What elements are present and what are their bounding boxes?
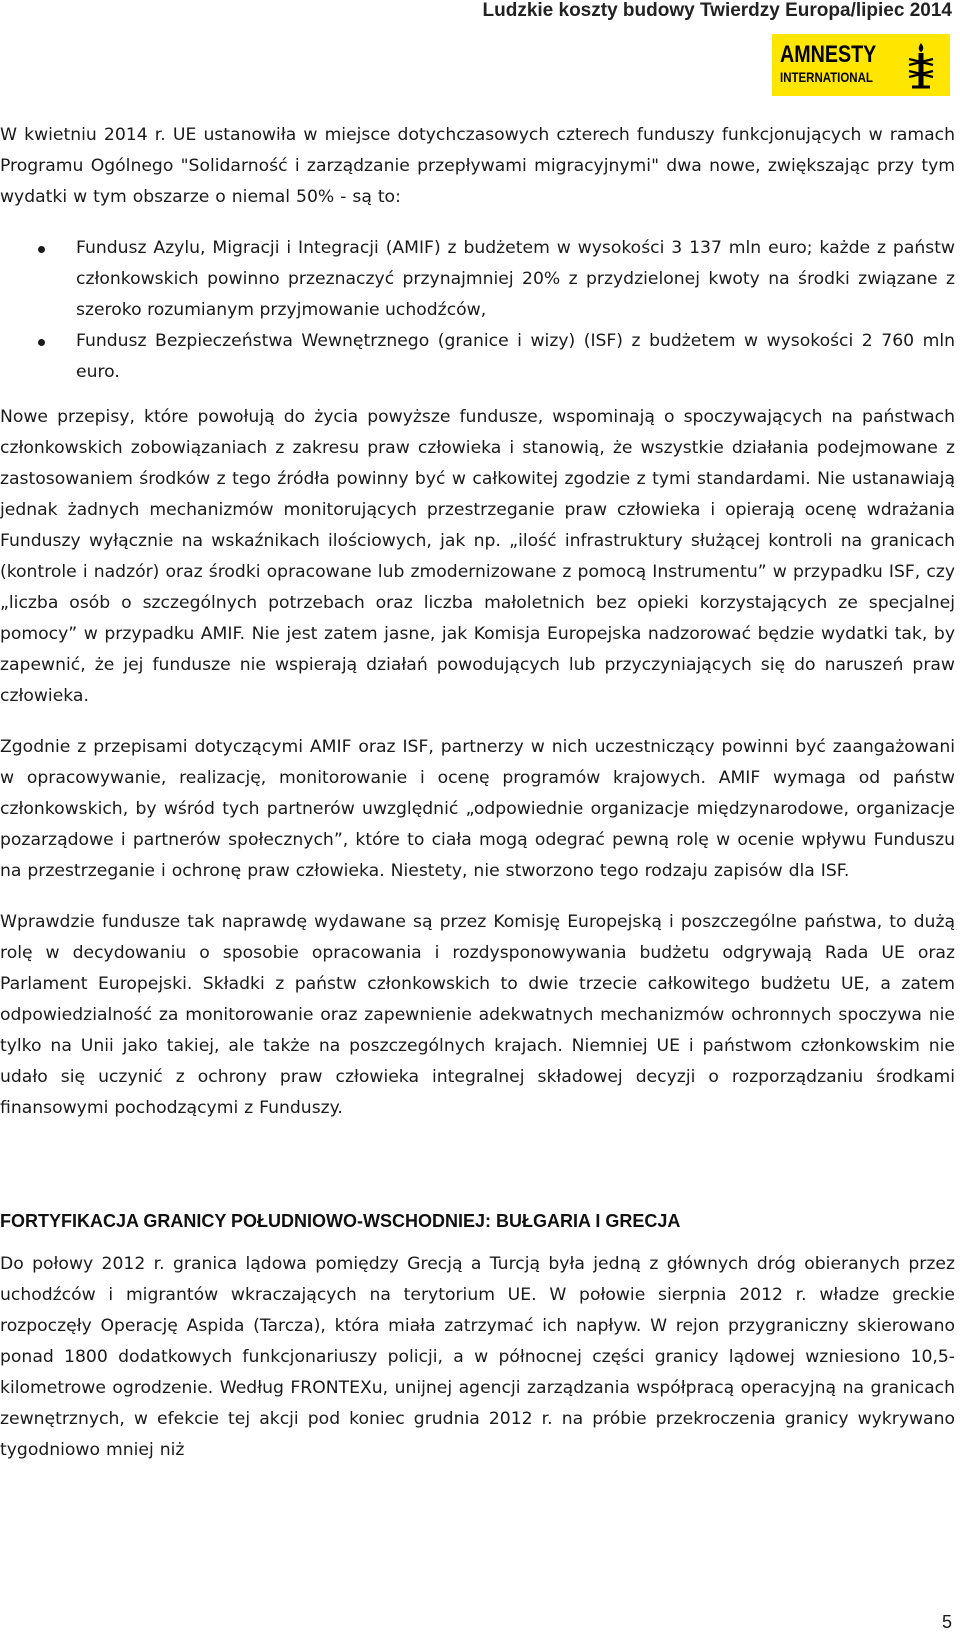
list-item: [0, 326, 955, 388]
paragraph-greek-border: Do połowy 2012 r. granica lądowa pomiędzy Grecją a Turcją była jedną z głównych dróg obieranych przez uchodźców i migrantów wkraczających na terytorium UE. W połowie sierpnia 2012 r. władze greckie rozpoczęły Operację Aspida (Tarcza), która miała zatrzymać ich napływ. W rejon przygraniczny skierowano ponad 1800 dodatkowych funkcjonariuszy policji, a w północnej części granicy lądowej wzniesiono 10,5-kilometrowe ogrodzenie. Według FRONTEXu, unijnej agencji zarządzania współpracą operacyjną na granicach zewnętrznych, w efekcie tej akcji pod koniec grudnia 2012 r. na próbie przekroczenia granicy wykrywano tygodniowo mniej niż: [0, 1254, 955, 1460]
section-spacer: [0, 1144, 955, 1206]
logo-wordmark: [780, 43, 897, 84]
logo-line-2: INTERNATIONAL: [780, 69, 873, 85]
candle-barbed-wire-icon: [904, 41, 938, 91]
list-item-text: Fundusz Bezpieczeństwa Wewnętrznego (granice i wizy) (ISF) z budżetem w wysokości 2 760 mln euro.: [76, 331, 955, 382]
bullet-icon: [38, 246, 45, 253]
page-number: 5: [941, 1612, 952, 1632]
list-item-text: Fundusz Azylu, Migracji i Integracji (AMIF) z budżetem w wysokości 3 137 mln euro; każde z państw członkowskich powinno przeznaczyć przynajmniej 20% z przydzielonej kwoty na środki związane z szeroko rozumianym przyjmowanie uchodźców,: [76, 238, 955, 320]
amnesty-international-logo: [772, 34, 950, 96]
paragraph-budget-responsibility: Wprawdzie fundusze tak naprawdę wydawane są przez Komisję Europejską i poszczególne państwa, to dużą rolę w decydowaniu o sposobie opracowania i rozdysponowywania budżetu odgrywają Rada UE oraz Parlament Europejski. Składki z państw członkowskich to dwie trzecie całkowitego budżetu UE, a zatem odpowiedzialność za monitorowanie oraz zapewnienie adekwatnych mechanizmów ochronnych spoczywa nie tylko na Unii jako takiej, ale także na poszczególnych krajach. Niemniej UE i państwom członkowskim nie udało się uczynić z ochrony praw człowieka integralnej składowej decyzji o rozporządzaniu środkami finansowymi pochodzącymi z Funduszy.: [0, 912, 955, 1118]
document-body: [0, 120, 955, 1486]
document-running-header: Ludzkie koszty budowy Twierdzy Europa/lipiec 2014: [482, 0, 952, 21]
section-heading: FORTYFIKACJA GRANICY POŁUDNIOWO-WSCHODNIEJ: BUŁGARIA I GRECJA: [0, 1211, 681, 1231]
intro-paragraph: W kwietniu 2014 r. UE ustanowiła w miejsce dotychczasowych czterech funduszy funkcjonujących w ramach Programu Ogólnego "Solidarność i zarządzanie przepływami migracyjnymi" dwa nowe, zwiększając przy tym wydatki w tym obszarze o niemal 50% - są to:: [0, 125, 955, 207]
fund-list: [0, 233, 955, 388]
logo-line-1: AMNESTY: [780, 41, 877, 68]
bullet-icon: [38, 339, 45, 346]
paragraph-human-rights-obligations: Nowe przepisy, które powołują do życia powyższe fundusze, wspominają o spoczywających na państwach członkowskich zobowiązaniach z zakresu praw człowieka i stanowią, że wszystkie działania podejmowane z zastosowaniem środków z tego źródła powinny być w całkowitej zgodzie z tymi standardami. Nie ustanawiają jednak żadnych mechanizmów monitorujących przestrzeganie praw człowieka i opierają ocenę wdrażania Funduszy wyłącznie na wskaźnikach ilościowych, jak np. „ilość infrastruktury służącej kontroli na granicach (kontrole i nadzór) oraz środki opracowane lub zmodernizowane z pomocą Instrumentu” w przypadku ISF, czy „liczba osób o szczególnych potrzebach oraz liczba małoletnich bez opieki korzystających ze specjalnej pomocy” w przypadku AMIF. Nie jest zatem jasne, jak Komisja Europejska nadzorować będzie wydatki tak, by zapewnić, że jej fundusze nie wspierają działań powodujących lub przyczyniających się do naruszeń praw człowieka.: [0, 407, 955, 706]
list-item: [0, 233, 955, 326]
paragraph-partners: Zgodnie z przepisami dotyczącymi AMIF oraz ISF, partnerzy w nich uczestniczący powinni być zaangażowani w opracowywanie, realizację, monitorowanie i ocenę programów krajowych. AMIF wymaga od państw członkowskich, by wśród tych partnerów uwzględnić „odpowiednie organizacje międzynarodowe, organizacje pozarządowe i partnerów społecznych”, które to ciała mogą odegrać pewną rolę w ocenie wpływu Funduszu na przestrzeganie i ochronę praw człowieka. Niestety, nie stworzono tego rodzaju zapisów dla ISF.: [0, 737, 955, 881]
